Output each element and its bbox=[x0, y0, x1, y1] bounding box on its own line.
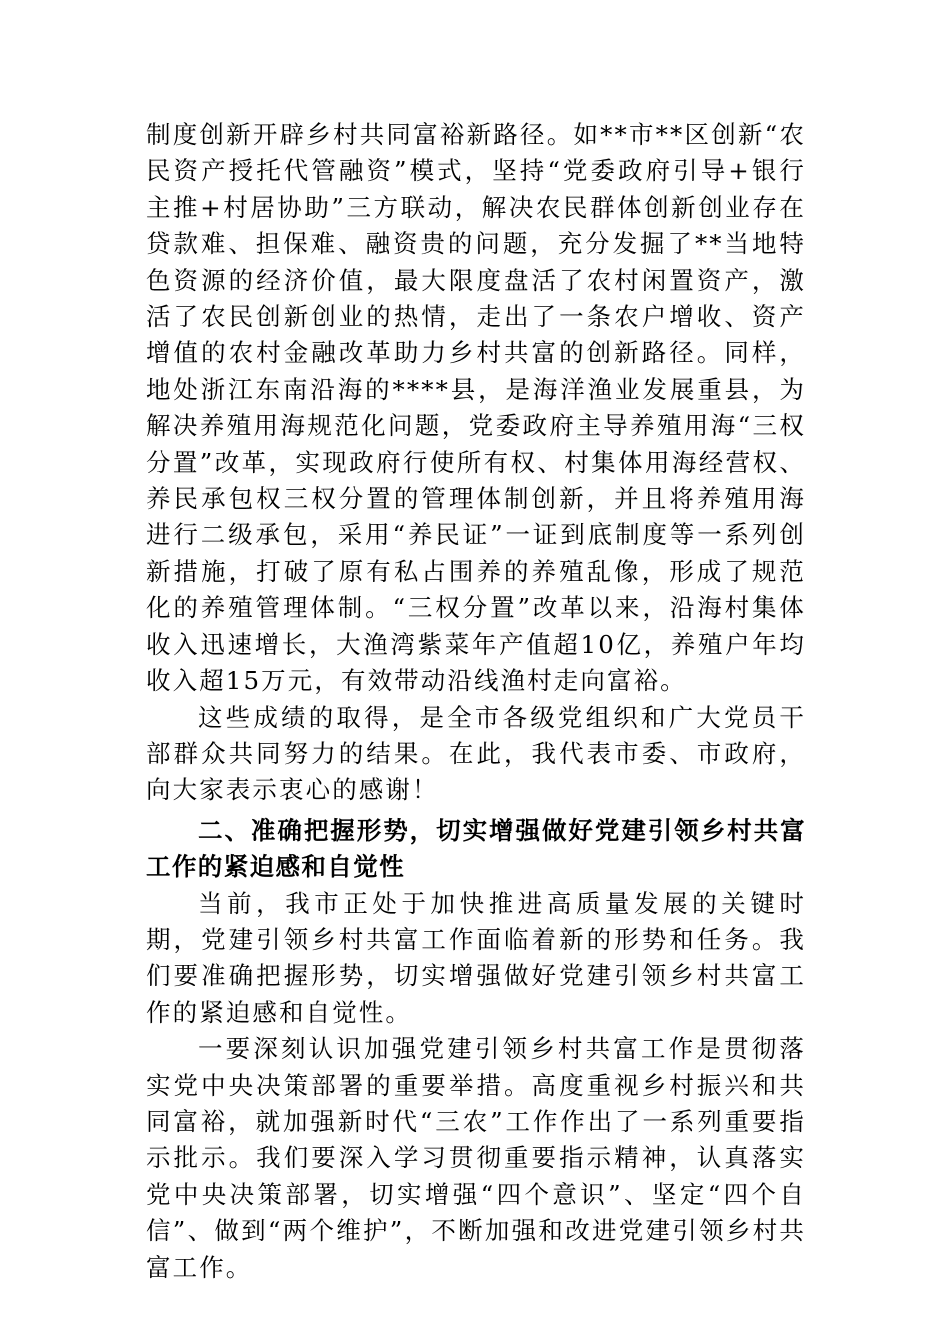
section-heading: 二、准确把握形势，切实增强做好党建引领乡村共富工作的紧迫感和自觉性 bbox=[146, 815, 806, 882]
document-body bbox=[146, 117, 806, 1286]
paragraph-first-point: 一要深刻认识加强党建引领乡村共富工作是贯彻落实党中央决策部署的重要举措。高度重视乡村振兴和共同富裕，就加强新时代“三农”工作作出了一系列重要指示批示。我们要深入学习贯彻重要指示精神，认真落实党中央决策部署，切实增强“四个意识”、坚定“四个自信”、做到“两个维护”，不断加强和改进党建引领乡村共富工作。 bbox=[146, 1034, 806, 1282]
paragraph-continuation: 制度创新开辟乡村共同富裕新路径。如**市**区创新“农民资产授托代管融资”模式，坚持“党委政府引导+银行主推+村居协助”三方联动，解决农民群体创新创业存在贷款难、担保难、融资贵的问题，充分发掘了**当地特色资源的经济价值，最大限度盘活了农村闲置资产，激活了农民创新创业的热情，走出了一条农户增收、资产增值的农村金融改革助力乡村共富的创新路径。同样，地处浙江东南沿海的****县，是海洋渔业发展重县，为解决养殖用海规范化问题，党委政府主导养殖用海“三权分置”改革，实现政府行使所有权、村集体用海经营权、养民承包权三权分置的管理体制创新，并且将养殖用海进行二级承包，采用“养民证”一证到底制度等一系列创新措施，打破了原有私占围养的养殖乱像，形成了规范化的养殖管理体制。“三权分置”改革以来，沿海村集体收入迅速增长，大渔湾紫菜年产值超10亿，养殖户年均收入超15万元，有效带动沿线渔村走向富裕。 bbox=[146, 120, 806, 696]
paragraph-situation: 当前，我市正处于加快推进高质量发展的关键时期，党建引领乡村共富工作面临着新的形势和任务。我们要准确把握形势，切实增强做好党建引领乡村共富工作的紧迫感和自觉性。 bbox=[146, 888, 806, 1027]
paragraph-thanks: 这些成绩的取得，是全市各级党组织和广大党员干部群众共同努力的结果。在此，我代表市委、市政府，向大家表示衷心的感谢！ bbox=[146, 702, 806, 805]
